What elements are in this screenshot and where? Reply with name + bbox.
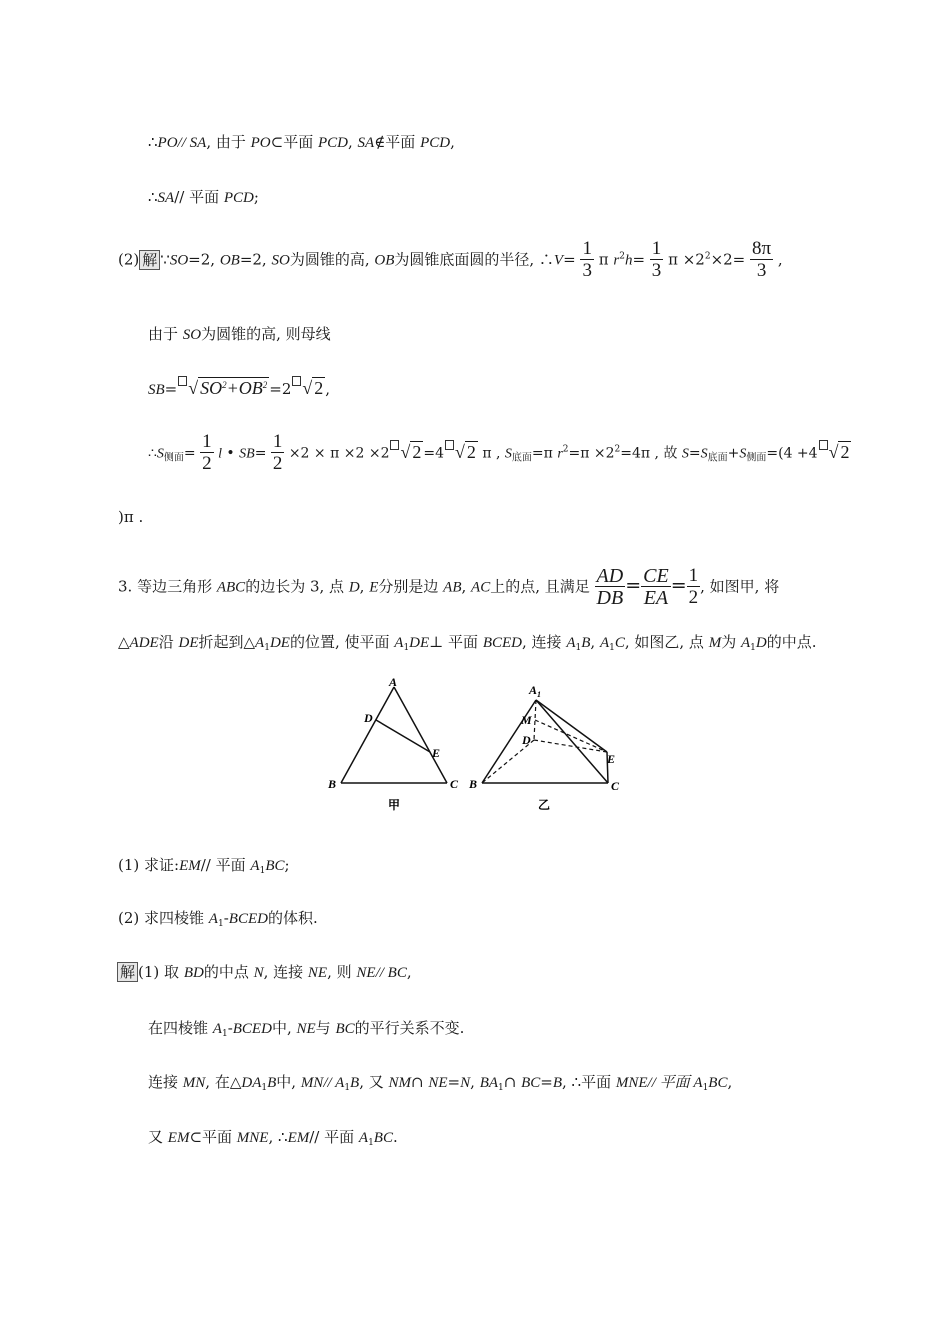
- placeholder-box: [178, 376, 187, 386]
- fraction-ad-db: $\frac{AD}{DB}$: [596, 565, 624, 609]
- placeholder-box: [819, 440, 828, 450]
- figure-jia: [341, 687, 447, 783]
- label-a1-right: $A_1$: [529, 683, 542, 699]
- solution-step-3: 连接 MN, 在$\triangle DA_1B$中, MN// $A_1B$, 又 NM∩ NE=N, $BA_1\cap$ BC=B, ∴平面 MNE// 平面 $A_1BC$,: [148, 1073, 733, 1093]
- solution-step-1: 解 (1) 取 BD的中点 N, 连接 NE, 则 NE// BC,: [117, 962, 412, 983]
- fraction-half: $\frac{1}{2}$: [202, 431, 212, 474]
- question-1: (1) 求证:EM// 平面 $A_1BC$;: [118, 856, 290, 876]
- label-b-left: B: [328, 777, 337, 791]
- label-c-right: C: [611, 779, 620, 793]
- placeholder-box: [390, 440, 399, 450]
- question-2: (2) 求四棱锥 $A_1$-BCED的体积.: [118, 909, 318, 929]
- proof-line-po-parallel-sa: ∴PO// SA, 由于 PO⊂平面 PCD, SA∉平面 PCD,: [148, 133, 455, 151]
- label-e-left: E: [432, 746, 441, 760]
- fraction-half-2: $\frac{1}{2}$: [272, 431, 283, 474]
- sqrt-two: √ 2: [302, 378, 324, 398]
- problem-3-statement-cont: △ADE沿 DE折起到$\triangle A_1DE$的位置, 使平面 $A_1DE\perp$ 平面 BCED, 连接 $A_1B$, $A_1C$, 如图乙, 点 M为 $A_1D$的中点.: [118, 633, 817, 653]
- geometry-figure: [320, 670, 640, 820]
- label-c-left: C: [450, 777, 459, 791]
- label-b-right: B: [469, 777, 478, 791]
- formula-sb: SB= √ $SO^2+OB^2 =2$ √ 2 ,: [148, 375, 330, 400]
- solution-part-2-volume: (2) 解 ∵SO=2, OB=2, SO为圆锥的高, OB为圆锥底面圆的半径, ∴V= $\frac{1}{3}$ π $r^2h=$ $\frac{1}{3}$ $\pi \times 2^2\times 2=$ $\frac{8\pi}{3}$ ,: [118, 238, 783, 281]
- problem-3-statement: 3. 等边三角形 ABC的边长为 3, 点 D, E分别是边 AB, AC上的点, 且满足 $\frac{AD}{DB}$ = $\frac{CE}{EA}$ = $\frac{1}{2}$ , 如图甲, 将: [118, 565, 780, 609]
- placeholder-box: [292, 376, 301, 386]
- label-e-right: E: [607, 752, 616, 766]
- formula-surface-area: $\therefore S_{侧面}=$ $\frac{1}{2}$ l • SB= $\frac{1}{2}$ ×2 × π ×2 ×2 √ 2 =4 √ 2 π , $S_{底面}=\pi$ $r^2=\pi \times 2^2=4\pi$ , 故 $S=S_{底面}+S_{侧面}=(4 +4$ √ 2: [148, 431, 850, 474]
- sqrt-so-ob: √ $SO^2+OB^2$: [188, 378, 268, 398]
- solution-label: 解: [139, 250, 160, 270]
- placeholder-box: [445, 440, 454, 450]
- label-d-right: D: [522, 733, 531, 747]
- figure-yi: [482, 700, 608, 783]
- proof-line-sa-parallel-plane: ∴SA// 平面 PCD;: [148, 188, 259, 206]
- fraction-ce-ea: $\frac{CE}{EA}$: [643, 565, 669, 609]
- label-a-left: A: [389, 675, 398, 689]
- caption-yi: 乙: [538, 798, 551, 812]
- label-d-left: D: [364, 711, 373, 725]
- solution-label: 解: [117, 962, 138, 982]
- fraction-one-half: $\frac{1}{2}$: [688, 565, 699, 608]
- fraction-one-third: $\frac{1}{3}$: [582, 238, 592, 281]
- caption-jia: 甲: [388, 798, 401, 812]
- fraction-one-third-2: $\frac{1}{3}$: [651, 238, 662, 281]
- proof-line-slant-height: 由于 SO为圆锥的高, 则母线: [148, 325, 331, 343]
- solution-step-4: 又 EM⊂平面 MNE, ∴EM// 平面 $A_1BC$.: [148, 1128, 398, 1148]
- formula-surface-area-end: )π .: [118, 508, 144, 526]
- fraction-eight-pi-third: $\frac{8\pi}{3}$: [752, 238, 772, 281]
- solution-step-2: 在四棱锥 $A_1$-BCED中, NE与 BC的平行关系不变.: [148, 1019, 465, 1039]
- label-m-right: M: [521, 713, 532, 727]
